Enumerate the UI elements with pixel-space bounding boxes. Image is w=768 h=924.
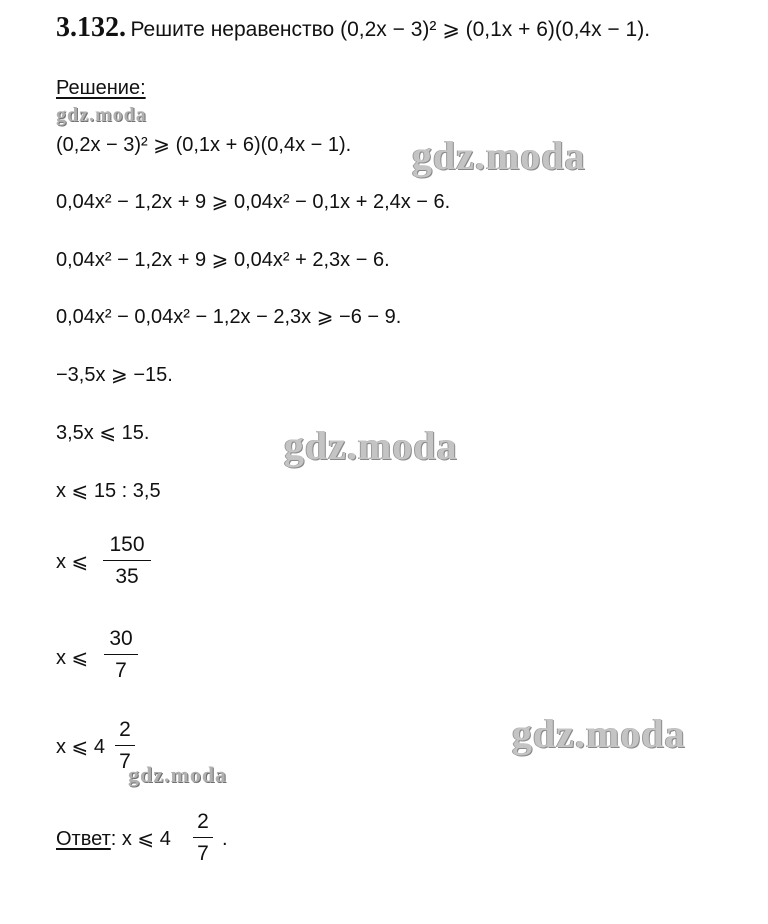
step-7: x ⩽ 15 : 3,5 — [56, 480, 161, 502]
step-5: −3,5x ⩾ −15. — [56, 364, 173, 386]
fraction-step-1 — [103, 533, 151, 589]
answer-denominator: 7 — [197, 842, 209, 865]
fraction-bar — [103, 560, 151, 561]
fraction-step-2-denominator: 7 — [115, 659, 127, 682]
problem-number: 3.132. — [56, 12, 126, 43]
step-2: 0,04x² − 1,2x + 9 ⩾ 0,04x² − 0,1x + 2,4x − 6. — [56, 191, 451, 213]
step-4: 0,04x² − 0,04x² − 1,2x − 2,3x ⩾ −6 − 9. — [56, 306, 402, 328]
fraction-step-2-prefix: x ⩽ — [56, 647, 89, 669]
answer-suffix: . — [222, 828, 228, 850]
watermark-small-top: gdz.moda — [56, 104, 147, 126]
answer-numerator: 2 — [197, 810, 209, 833]
answer-label: Ответ — [56, 828, 111, 850]
fraction-step-1-numerator: 150 — [109, 533, 145, 556]
mixed-step-numerator: 2 — [119, 718, 131, 741]
fraction-bar — [115, 745, 135, 746]
step-1: (0,2x − 3)² ⩾ (0,1x + 6)(0,4x − 1). — [56, 134, 352, 156]
mixed-step-prefix: x ⩽ 4 — [56, 736, 105, 758]
problem-header — [56, 12, 650, 44]
fraction-bar — [104, 654, 138, 655]
watermark-top-right: gdz.moda — [412, 133, 586, 178]
watermark-bottom-right: gdz.moda — [512, 711, 686, 756]
watermark-small-bottom: gdz.moda — [128, 762, 228, 787]
step-3: 0,04x² − 1,2x + 9 ⩾ 0,04x² + 2,3x − 6. — [56, 249, 390, 271]
fraction-step-2-numerator: 30 — [109, 627, 133, 650]
watermark-middle: gdz.moda — [284, 423, 458, 468]
fraction-step-1-prefix: x ⩽ — [56, 551, 89, 573]
answer-fraction — [193, 810, 213, 866]
step-6: 3,5x ⩽ 15. — [56, 422, 150, 444]
fraction-bar — [193, 837, 213, 838]
solution-label: Решение: — [56, 77, 146, 99]
answer-prefix: : x ⩽ 4 — [110, 828, 171, 850]
fraction-step-1-denominator: 35 — [115, 565, 139, 588]
problem-statement: Решите неравенство (0,2x − 3)² ⩾ (0,1x + 6)(0,4x − 1). — [130, 18, 651, 41]
fraction-step-2 — [104, 627, 138, 683]
mixed-step-denominator: 7 — [119, 750, 131, 773]
answer-line — [56, 827, 171, 851]
